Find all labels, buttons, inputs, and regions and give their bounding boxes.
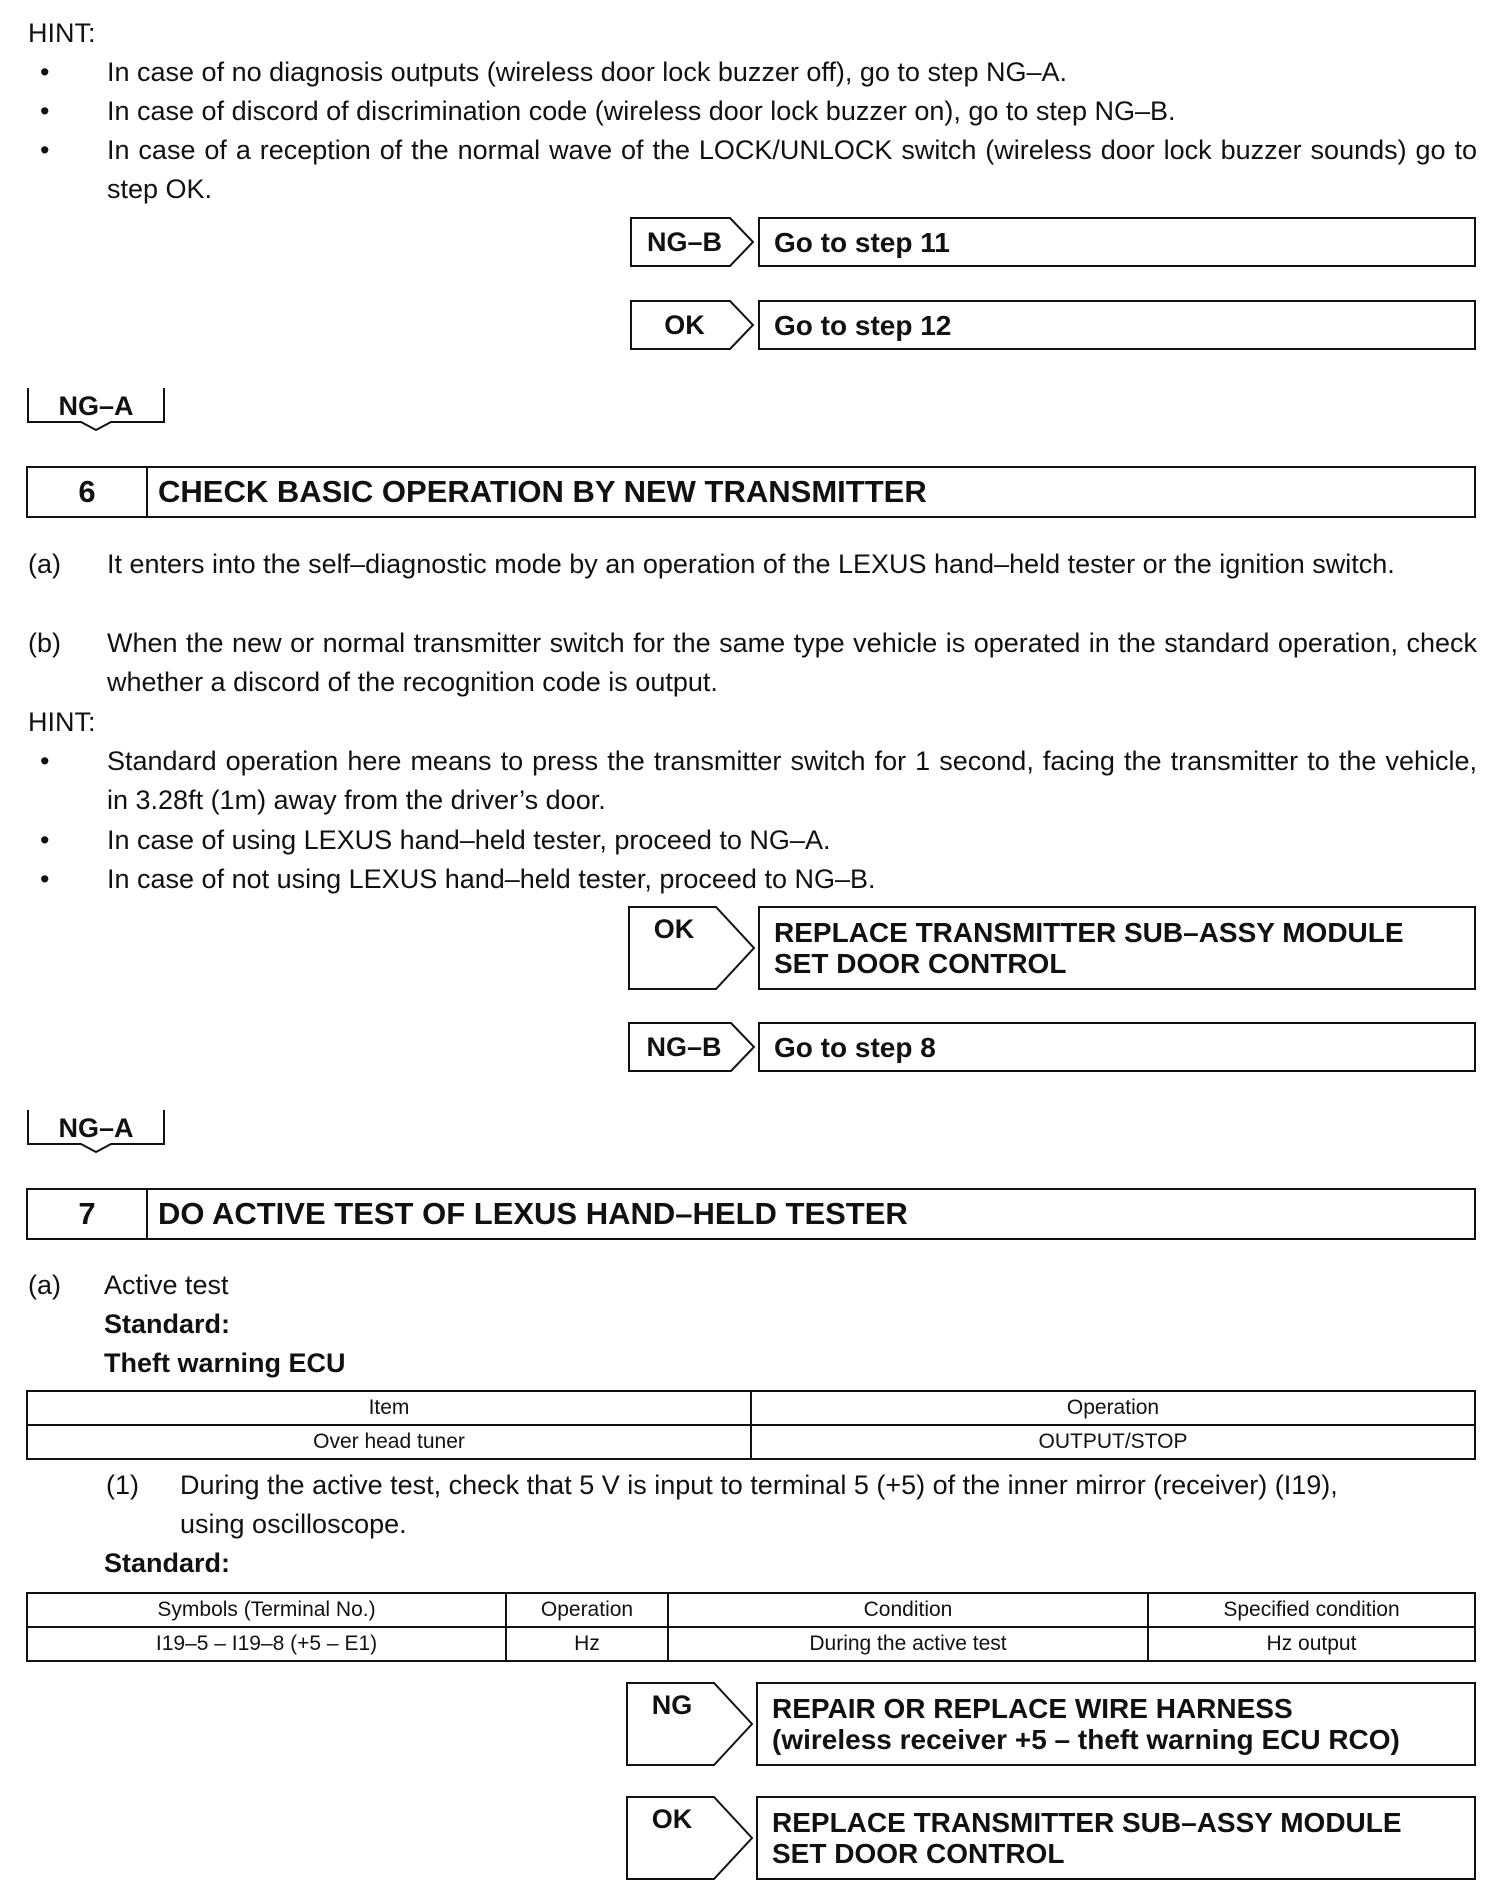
ok-tag: OK xyxy=(628,906,756,990)
result-go-step-11: Go to step 11 xyxy=(758,217,1476,267)
hint-label: HINT: xyxy=(28,707,96,737)
table-cell: During the active test xyxy=(668,1627,1148,1661)
table-header-row xyxy=(27,1391,1475,1425)
table-header: Condition xyxy=(668,1593,1148,1627)
result-replace-transmitter: REPLACE TRANSMITTER SUB–ASSY MODULE SET DOOR CONTROL xyxy=(756,1796,1476,1880)
step7-sub-text: using oscilloscope. xyxy=(180,1509,407,1539)
table-header: Operation xyxy=(506,1593,668,1627)
ng-a-marker: NG–A xyxy=(26,386,166,432)
hint-item: In case of using LEXUS hand–held tester, proceed to NG–A. xyxy=(107,825,831,855)
table-cell: I19–5 – I19–8 (+5 – E1) xyxy=(27,1627,506,1661)
table-header: Symbols (Terminal No.) xyxy=(27,1593,506,1627)
step-6-header xyxy=(26,466,1476,518)
bullet: • xyxy=(40,135,50,165)
table-row xyxy=(27,1627,1475,1661)
bullet: • xyxy=(40,864,50,894)
step6-a-text: It enters into the self–diagnostic mode by an operation of the LEXUS hand–held tester or the ignition switch. xyxy=(107,549,1395,579)
step6-b-text: When the new or normal transmitter switch for the same type vehicle is operated in the standard operation, check whether a discord of the recognition code is output. xyxy=(107,628,1477,697)
bullet: • xyxy=(40,746,50,776)
item-marker: (b) xyxy=(28,628,61,658)
table-header-row xyxy=(27,1593,1475,1627)
step-number: 6 xyxy=(28,468,148,516)
table-cell: OUTPUT/STOP xyxy=(751,1425,1475,1459)
hint-item: In case of discord of discrimination code (wireless door lock buzzer on), go to step NG–B. xyxy=(107,96,1176,126)
ng-b-tag: NG–B xyxy=(628,1022,756,1072)
standard-label: Standard: xyxy=(104,1309,231,1339)
step-title: CHECK BASIC OPERATION BY NEW TRANSMITTER xyxy=(158,474,927,509)
table-header: Item xyxy=(27,1391,751,1425)
ok-tag: OK xyxy=(626,1796,754,1880)
hint-item: In case of not using LEXUS hand–held tester, proceed to NG–B. xyxy=(107,864,876,894)
ecu-label: Theft warning ECU xyxy=(104,1348,346,1378)
result-go-step-12: Go to step 12 xyxy=(758,300,1476,350)
step-title: DO ACTIVE TEST OF LEXUS HAND–HELD TESTER xyxy=(158,1196,908,1231)
table-row xyxy=(27,1425,1475,1459)
item-marker: (1) xyxy=(106,1470,139,1500)
step-7-header xyxy=(26,1188,1476,1240)
item-marker: (a) xyxy=(28,549,61,579)
ng-b-tag: NG–B xyxy=(630,217,755,267)
active-test-table xyxy=(26,1390,1476,1460)
standard-label: Standard: xyxy=(104,1548,231,1578)
result-replace-transmitter: REPLACE TRANSMITTER SUB–ASSY MODULE SET DOOR CONTROL xyxy=(758,906,1476,990)
table-header: Operation xyxy=(751,1391,1475,1425)
bullet: • xyxy=(40,57,50,87)
result-repair-wire-harness: REPAIR OR REPLACE WIRE HARNESS (wireless receiver +5 – theft warning ECU RCO) xyxy=(756,1682,1476,1766)
ng-tag: NG xyxy=(626,1682,754,1766)
step7-sub-text: During the active test, check that 5 V is input to terminal 5 (+5) of the inner mirror (receiver) (I19), xyxy=(180,1470,1338,1500)
table-cell: Hz xyxy=(506,1627,668,1661)
table-cell: Hz output xyxy=(1148,1627,1475,1661)
table-cell: Over head tuner xyxy=(27,1425,751,1459)
bullet: • xyxy=(40,96,50,126)
ng-a-marker: NG–A xyxy=(26,1108,166,1154)
terminal-spec-table xyxy=(26,1592,1476,1662)
bullet: • xyxy=(40,825,50,855)
result-go-step-8: Go to step 8 xyxy=(758,1022,1476,1072)
step7-a-text: Active test xyxy=(104,1270,229,1300)
hint-item: In case of no diagnosis outputs (wireless door lock buzzer off), go to step NG–A. xyxy=(107,57,1068,87)
step-number: 7 xyxy=(28,1190,148,1238)
table-header: Specified condition xyxy=(1148,1593,1475,1627)
hint-item: Standard operation here means to press the transmitter switch for 1 second, facing the transmitter to the vehicle, in 3.28ft (1m) away from the driver’s door. xyxy=(107,746,1477,815)
item-marker: (a) xyxy=(28,1270,61,1300)
ok-tag: OK xyxy=(630,300,755,350)
hint-item: In case of a reception of the normal wave of the LOCK/UNLOCK switch (wireless door lock buzzer sounds) go to step OK. xyxy=(107,135,1477,204)
hint-label: HINT: xyxy=(28,18,96,48)
